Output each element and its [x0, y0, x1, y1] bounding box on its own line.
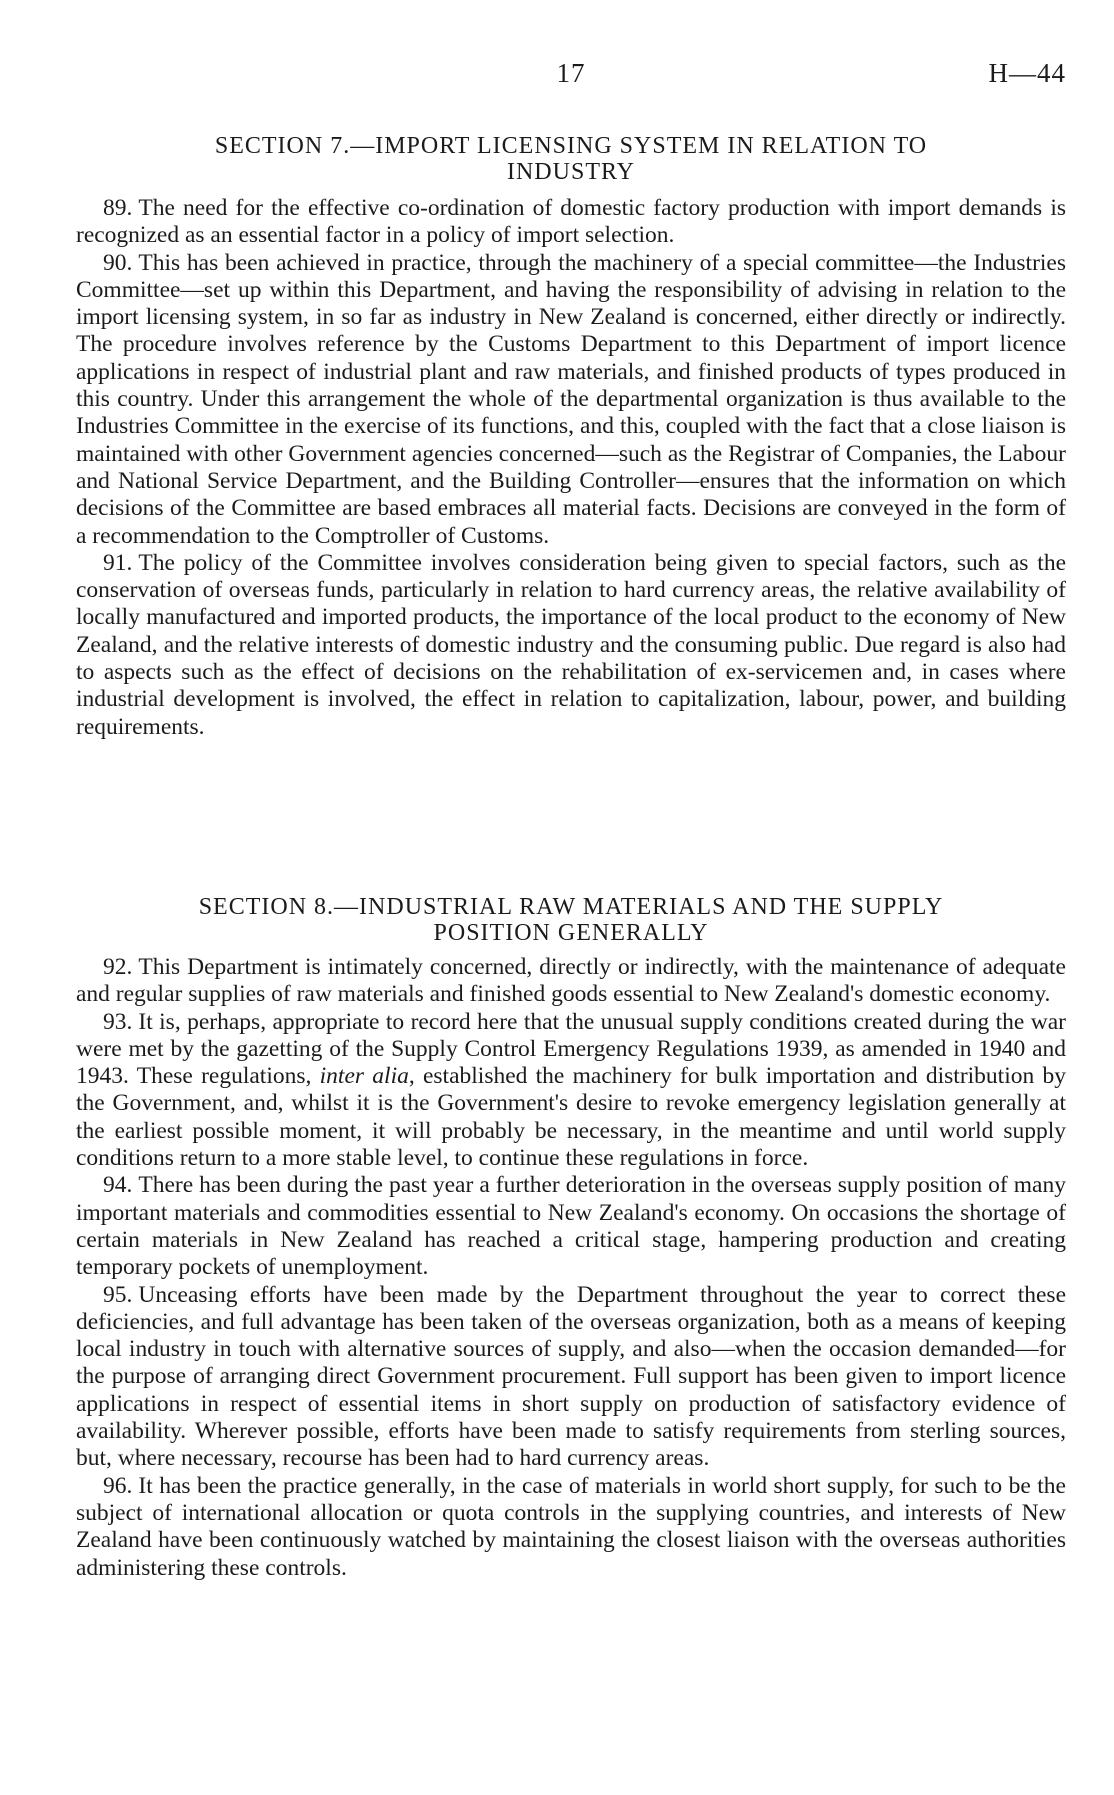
paragraph-text: The policy of the Committee involves consideration being given to special factors, such as the conservation of overseas funds, particularly in relation to hard currency areas, the relative availability of locally manufactured and imported products, the importance of the local product to the economy of New Zealand, and the relative interests of domestic industry and the consuming public. Due regard is also had to aspects such as the effect of decisions on the rehabilitation of ex-servicemen and, in cases where industrial development is involved, the effect in relation to capitalization, labour, power, and building requirements.: [76, 549, 1066, 740]
paragraph-number: 95.: [103, 1281, 133, 1308]
paragraph-text: The need for the effective co-ordination of domestic factory production with import demands is recognized as an essential factor in a policy of import selection.: [76, 195, 1066, 249]
paragraph-89: [76, 195, 1066, 250]
section-8-heading-line-1: SECTION 8.—INDUSTRIAL RAW MATERIALS AND THE SUPPLY: [198, 894, 944, 920]
section-8-heading-line-2: POSITION GENERALLY: [433, 920, 709, 946]
section-7-heading-line-1: SECTION 7.—IMPORT LICENSING SYSTEM IN RELATION TO: [214, 133, 928, 159]
paragraph-number: 89.: [103, 195, 133, 221]
document-reference: H—44: [988, 58, 1066, 88]
section-8-body: [76, 954, 1066, 1582]
paragraph-text: There has been during the past year a further deterioration in the overseas supply position of many important materials and commodities essential to New Zealand's economy. On occasions the shortage of certain materials in New Zealand has reached a critical stage, hampering production and creating temporary pockets of unemployment.: [76, 1172, 1066, 1281]
paragraph-text: It has been the practice generally, in the case of materials in world short supply, for such to be the subject of international allocation or quota controls in the supplying countries, and interests of New Zealand have been continuously watched by maintaining the closest liaison with the overseas authorities administering these controls.: [76, 1472, 1066, 1581]
paragraph-text: This has been achieved in practice, through the machinery of a special committee—the Industries Committee—set up within this Department, and having the responsibility of advising in relation to the import licensing system, in so far as industry in New Zealand is concerned, either directly or indirectly. The procedure involves reference by the Customs Department to this Department of import licence applications in respect of industrial plant and raw materials, and finished products of types produced in this country. Under this arrangement the whole of the departmental organization is thus available to the Industries Committee in the exercise of its functions, and this, coupled with the fact that a close liaison is maintained with other Government agencies concerned—such as the Registrar of Companies, the Labour and National Service Department, and the Building Controller—ensures that the information on which decisions of the Committee are based embraces all material facts. Decisions are conveyed in the form of a recommendation to the Comptroller of Customs.: [76, 249, 1066, 549]
paragraph-90: [76, 250, 1066, 550]
paragraph-text: Unceasing efforts have been made by the Department throughout the year to correct these deficiencies, and full advantage has been taken of the overseas organization, both as a means of keeping local industry in touch with alternative sources of supply, and also—when the occasion demanded—for the purpose of arranging direct Government procurement. Full support has been given to import licence applications in respect of essential items in short supply on production of satisfactory evidence of availability. Wherever possible, efforts have been made to satisfy requirements from sterling sources, but, where necessary, recourse has been had to hard currency areas.: [76, 1281, 1066, 1472]
paragraph-92: [76, 954, 1066, 1009]
paragraph-number: 92.: [103, 954, 133, 980]
paragraph-number: 96.: [103, 1472, 133, 1499]
paragraph-number: 91.: [103, 549, 133, 576]
paragraph-number: 94.: [103, 1172, 133, 1199]
paragraph-text-part-1: It is, perhaps, appropriate to record here that the unusual supply conditions created during the war were met by the gazetting of the Supply Control Emergency Regulations 1939, as amended in 1940 and 1943. These regulations,: [76, 1008, 1066, 1090]
paragraph-91: [76, 550, 1066, 741]
section-7-body: [76, 195, 1066, 741]
page-header: [76, 58, 1066, 98]
section-7-heading-line-2: INDUSTRY: [506, 159, 635, 185]
section-7-heading: [76, 133, 1066, 185]
paragraph-text: This Department is intimately concerned, directly or indirectly, with the maintenance of adequate and regular supplies of raw materials and finished goods essential to New Zealand's domestic economy.: [76, 954, 1066, 1008]
paragraph-93: [76, 1009, 1066, 1173]
paragraph-number: 90.: [103, 249, 133, 276]
paragraph-95: [76, 1282, 1066, 1473]
paragraph-94: [76, 1172, 1066, 1281]
page-number: 17: [556, 58, 586, 88]
section-8-heading: [76, 894, 1066, 946]
paragraph-96: [76, 1473, 1066, 1582]
italic-phrase: inter alia: [319, 1063, 409, 1090]
paragraph-text-part-2: , established the machinery for bulk importation and distribution by the Government, and, whilst it is the Government's desire to revoke emergency legislation generally at the earliest possible moment, it will probably be necessary, in the meantime and until world supply conditions return to a more stable level, to continue these regulations in force.: [76, 1063, 1066, 1172]
paragraph-number: 93.: [103, 1008, 133, 1035]
